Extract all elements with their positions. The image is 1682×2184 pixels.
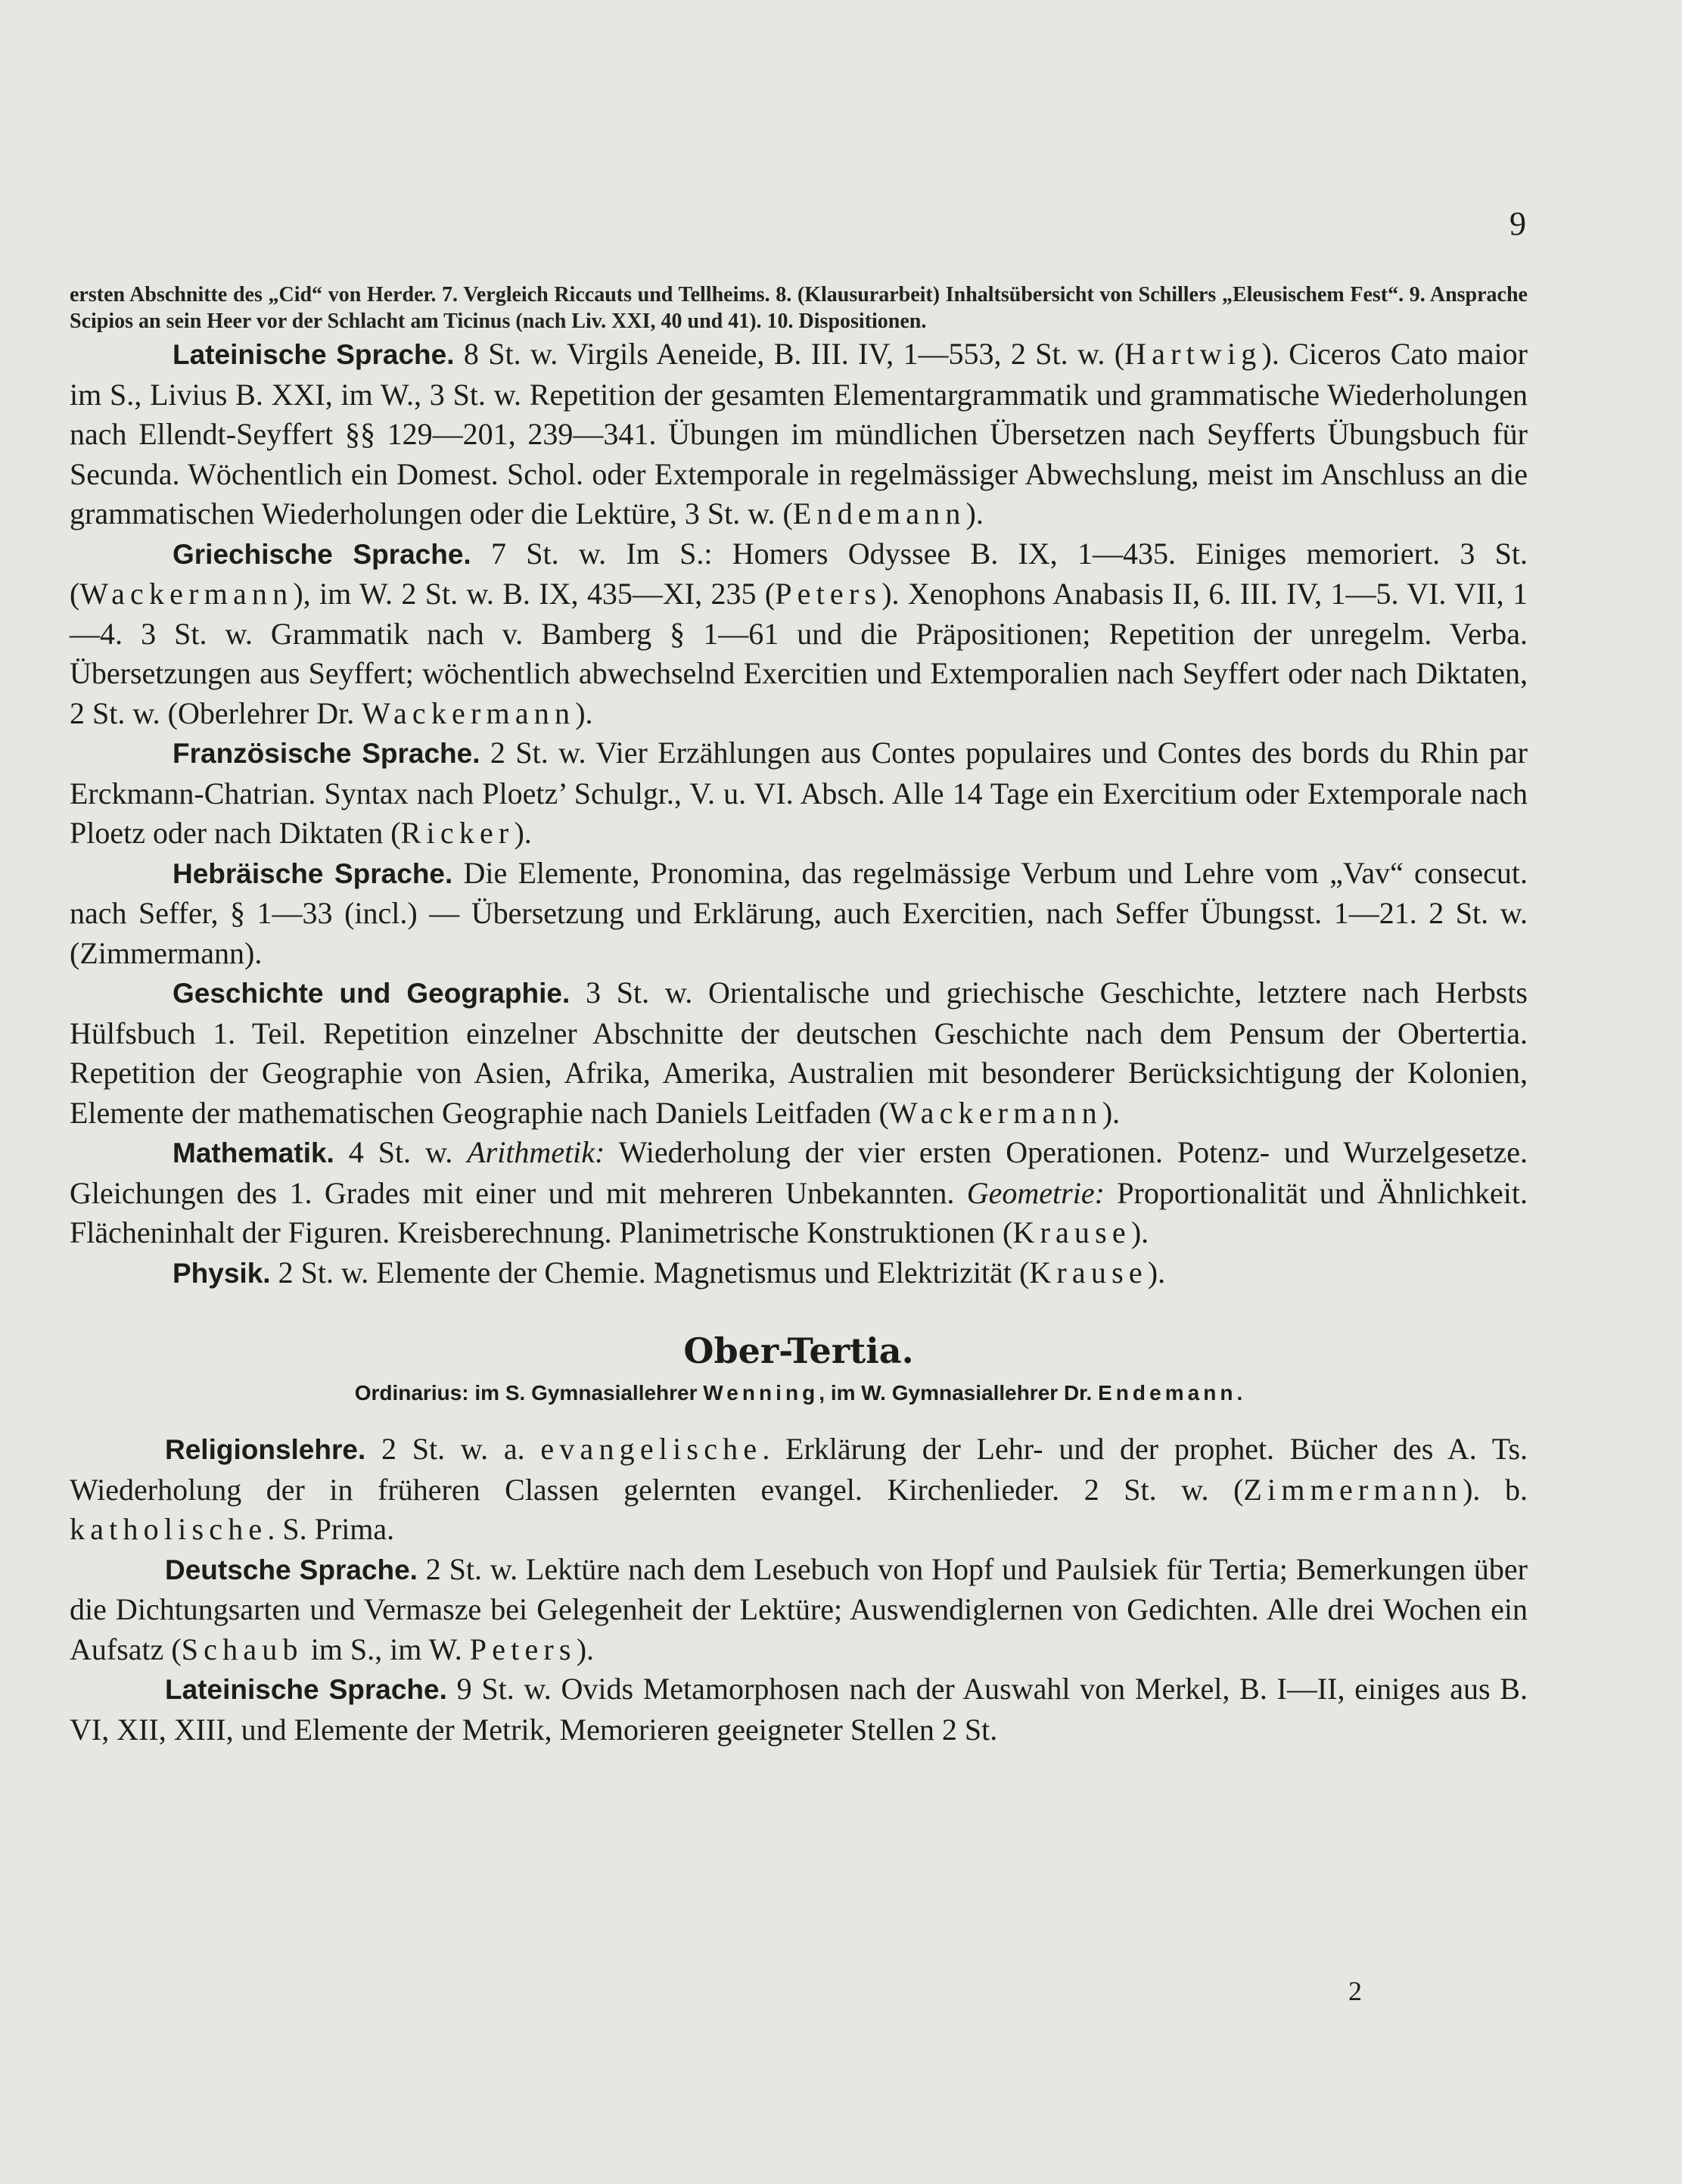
- subject-arithmetik: Arithmetik:: [467, 1135, 605, 1169]
- intro-paragraph: ersten Abschnitte des „Cid“ von Herder. 7. Vergleich Riccauts und Tellheims. 8. (Klausurarbeit) Inhaltsübersicht von Schillers „Eleusischem Fest“. 9. Ansprache Scipios an sein Heer vor der Schlacht am Ticinus (nach Liv. XXI, 40 und 41). 10. Dispositionen.: [70, 283, 1528, 333]
- teacher-name: Krause: [1029, 1255, 1148, 1290]
- confession-label: evangelische: [540, 1432, 763, 1466]
- paragraph-deutsch: Deutsche Sprache. 2 St. w. Lektüre nach dem Lesebuch von Hopf und Paulsiek für Tertia; Bemerkungen über die Dichtungsarten und Vermasze bei Gelegenheit der Lektüre; Auswendiglernen von Gedichten. Alle drei Wochen ein Aufsatz (Schaub im S., im W. Peters).: [70, 1551, 1528, 1666]
- paragraph-mathematik: Mathematik. 4 St. w. Arithmetik: Wiederholung der vier ersten Operationen. Potenz- und Wurzelgesetze. Gleichungen des 1. Grades mit einer und mit mehreren Unbekannten. Geometrie: Proportionalität und Ähnlichkeit. Flächeninhalt der Figuren. Kreisberechnung. Planimetrische Konstruktionen (Krause).: [70, 1135, 1528, 1249]
- paragraph-latein-ii: Lateinische Sprache. 8 St. w. Virgils Aeneide, B. III. IV, 1—553, 2 St. w. (Hartwig). Ciceros Cato maior im S., Livius B. XXI, im W., 3 St. w. Repetition der gesamten Elementargrammatik und grammatische Wiederholungen nach Ellendt-Seyffert §§ 129—201, 239—341. Übungen im mündlichen Übersetzen nach Seyfferts Übungsbuch für Secunda. Wöchentlich ein Domest. Schol. oder Extemporale in regelmässiger Abwechslung, meist im Anschluss an die grammatischen Wiederholungen oder die Lektüre, 3 St. w. (Endemann).: [70, 337, 1528, 530]
- teacher-name: Wenning: [703, 1381, 819, 1405]
- teacher-name: Schaub: [181, 1632, 303, 1666]
- paragraph-religion: Religionslehre. 2 St. w. a. evangelische. Erklärung der Lehr- und der prophet. Bücher des A. Ts. Wiederholung der in früheren Classen gelernten evangel. Kirchenlieder. 2 St. w. (Zimmermann). b. katholische. S. Prima.: [70, 1432, 1528, 1546]
- page-number: 9: [1509, 205, 1526, 242]
- teacher-name: Endemann: [792, 496, 966, 530]
- paragraph-physik: Physik. 2 St. w. Elemente der Chemie. Magnetismus und Elektrizität (Krause).: [173, 1255, 1166, 1290]
- page-body: [70, 282, 1528, 1750]
- teacher-name: Ricker: [400, 816, 515, 850]
- teacher-name: Krause: [1012, 1215, 1131, 1249]
- section-ordinarius: Ordinarius: im S. Gymnasiallehrer Wenning, im W. Gymnasiallehrer Dr. Endemann.: [354, 1381, 1243, 1405]
- heading-physik: Physik.: [173, 1257, 271, 1289]
- heading-deutsch: Deutsche Sprache.: [165, 1554, 418, 1585]
- teacher-name: Wackermann: [888, 1095, 1102, 1130]
- teacher-name: Peters: [775, 577, 882, 611]
- teacher-name: Peters: [469, 1632, 577, 1666]
- subject-geometrie: Geometrie:: [966, 1175, 1105, 1210]
- paragraph-geschichte: Geschichte und Geographie. 3 St. w. Orientalische und griechische Geschichte, letztere nach Herbsts Hülfsbuch 1. Teil. Repetition einzelner Abschnitte der deutschen Geschichte nach dem Pensum der Obertertia. Repetition der Geographie von Asien, Afrika, Amerika, Australien mit besonderer Berücksichtigung der Kolonien, Elemente der mathematischen Geographie nach Daniels Leitfaden (Wackermann).: [70, 975, 1528, 1130]
- heading-latein-ii: Lateinische Sprache.: [173, 339, 455, 370]
- sheet-signature: 2: [1348, 1976, 1362, 2006]
- heading-franzoesisch: Französische Sprache.: [173, 738, 480, 769]
- heading-latein-iiib: Lateinische Sprache.: [165, 1674, 447, 1705]
- teacher-name: Wackermann: [362, 695, 576, 730]
- confession-label: katholische: [70, 1512, 268, 1546]
- heading-mathematik: Mathematik.: [173, 1137, 334, 1168]
- teacher-name: Hartwig: [1124, 337, 1262, 371]
- heading-religion: Religionslehre.: [165, 1434, 366, 1465]
- paragraph-hebraeisch: Hebräische Sprache. Die Elemente, Pronomina, das regelmässige Verbum und Lehre vom „Vav“ consecut. nach Seffer, § 1—33 (incl.) — Übersetzung und Erklärung, auch Exercitien, nach Seffer Übungsst. 1—21. 2 St. w. (Zimmermann).: [70, 855, 1528, 970]
- paragraph-griechisch: Griechische Sprache. 7 St. w. Im S.: Homers Odyssee B. IX, 1—435. Einiges memoriert. 3 St. (Wackermann), im W. 2 St. w. B. IX, 435—XI, 235 (Peters). Xenophons Anabasis II, 6. III. IV, 1—5. VI. VII, 1—4. 3 St. w. Grammatik nach v. Bamberg § 1—61 und die Präpositionen; Repetition der unregelm. Verba. Übersetzungen aus Seyffert; wöchentlich abwechselnd Exercitien und Extemporalien nach Seyffert oder nach Diktaten, 2 St. w. (Oberlehrer Dr. Wackermann).: [70, 536, 1528, 730]
- heading-geschichte: Geschichte und Geographie.: [173, 978, 571, 1009]
- section-title: Ober-Tertia.: [683, 1330, 914, 1371]
- paragraph-franzoesisch: Französische Sprache. 2 St. w. Vier Erzählungen aus Contes populaires und Contes des bords du Rhin par Erckmann-Chatrian. Syntax nach Ploetz’ Schulgr., V. u. VI. Absch. Alle 14 Tage ein Exercitium oder Extemporale nach Ploetz oder nach Diktaten (Ricker).: [70, 736, 1528, 850]
- heading-hebraeisch: Hebräische Sprache.: [173, 857, 453, 889]
- teacher-name: Wackermann: [79, 577, 294, 611]
- paragraph-latein-iiib: Lateinische Sprache. 9 St. w. Ovids Metamorphosen nach der Auswahl von Merkel, B. I—II, einiges aus B. VI, XII, XIII, und Elemente der Metrik, Memorieren geeigneter Stellen 2 St.: [70, 1672, 1528, 1747]
- teacher-name: Zimmermann: [1243, 1472, 1463, 1507]
- heading-griechisch: Griechische Sprache.: [173, 538, 471, 570]
- teacher-name: Endemann: [1098, 1381, 1237, 1405]
